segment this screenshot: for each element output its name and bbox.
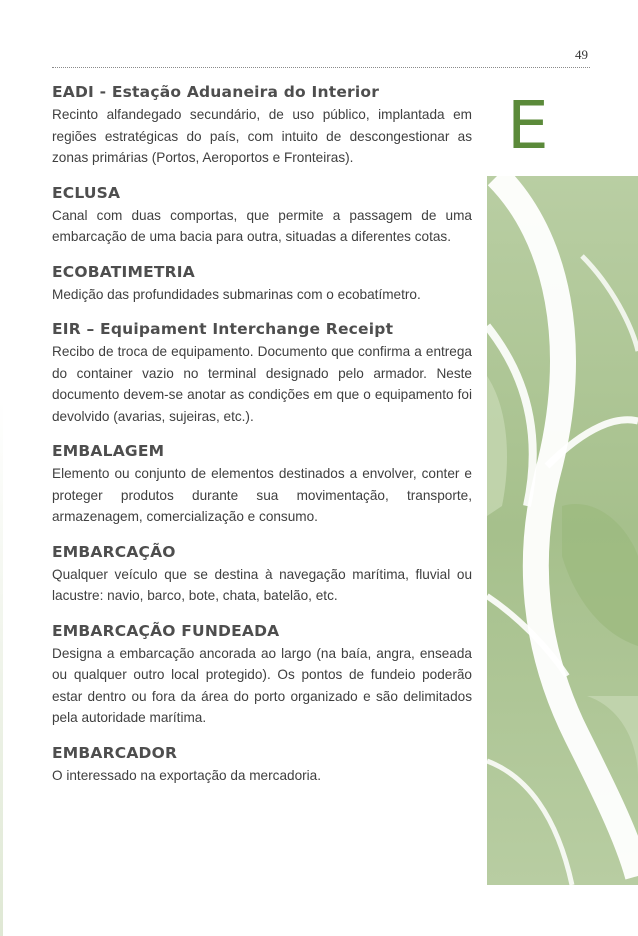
entry-title: ECOBATIMETRIA [52, 262, 195, 281]
entry-title: ECLUSA [52, 183, 121, 202]
entry-embalagem [52, 441, 472, 528]
entry-definition: Designa a embarcação ancorada ao largo (na baía, angra, enseada ou qualquer outro local protegido). Os pontos de fundeio poderão estar dentro ou fora da área do porto organizado e são delimitados pela autoridade marítima. [52, 645, 472, 725]
page-number: 49 [575, 47, 588, 62]
entry-embarcador [52, 743, 472, 787]
entry-definition: Canal com duas comportas, que permite a passagem de uma embarcação de uma bacia para outra, situadas a diferentes cotas. [52, 207, 472, 244]
entry-eir [52, 319, 472, 427]
glossary-entries [52, 82, 472, 800]
entry-title: EADI - Estação Aduaneira do Interior [52, 83, 380, 101]
entry-definition: O interessado na exportação da mercadoria. [52, 767, 322, 783]
entry-definition: Elemento ou conjunto de elementos destinados a envolver, conter e proteger produtos durante sua movimentação, transporte, armazenagem, comercialização e consumo. [52, 466, 472, 524]
entry-title: EMBARCAÇÃO FUNDEADA [52, 621, 280, 640]
entry-definition: Recibo de troca de equipamento. Documento que confirma a entrega do container vazio no terminal designado pelo armador. Neste documento devem-se anotar as condições em que o equipamento foi devolvido (avarias, sujeiras, etc.). [52, 344, 472, 424]
entry-eclusa [52, 183, 472, 248]
entry-definition: Medição das profundidades submarinas com o ecobatímetro. [52, 286, 421, 302]
left-edge-decoration [0, 400, 3, 936]
side-globe-panel [487, 176, 638, 885]
entry-title: EMBARCADOR [52, 743, 178, 762]
entry-embarcacao-fundeada [52, 621, 472, 729]
header-dotted-rule [52, 67, 590, 68]
entry-ecobatimetria [52, 262, 472, 306]
entry-title: EMBARCAÇÃO [52, 542, 176, 561]
entry-definition: Recinto alfandegado secundário, de uso público, implantada em regiões estratégicas do país, com intuito de descongestionar as zonas primárias (Portos, Aeroportos e Fronteiras). [52, 107, 472, 165]
entry-title: EIR – Equipament Interchange Receipt [52, 320, 394, 338]
globe-graphic [487, 176, 638, 885]
entry-definition: Qualquer veículo que se destina à navegação marítima, fluvial ou lacustre: navio, barco, bote, chata, batelão, etc. [52, 566, 472, 603]
entry-embarcacao [52, 542, 472, 607]
entry-title: EMBALAGEM [52, 442, 165, 460]
entry-eadi [52, 82, 472, 169]
section-letter: E [507, 87, 549, 164]
